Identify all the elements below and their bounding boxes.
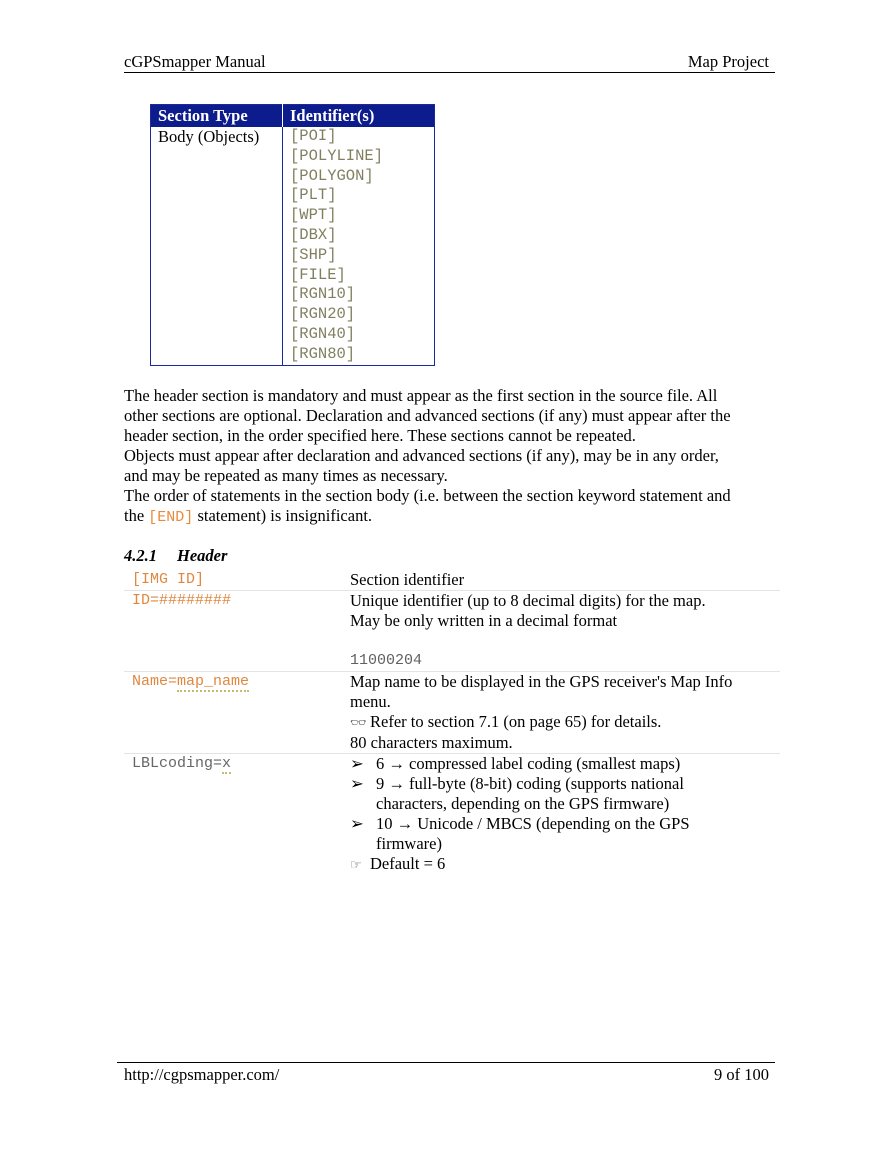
reference-text: Refer to section 7.1 (on page 65) for details. — [370, 712, 662, 731]
description — [350, 591, 780, 672]
identifier-dbx: [DBX] — [290, 225, 337, 244]
keyword-variable: x — [222, 755, 232, 772]
table-row — [151, 127, 435, 365]
reference-line — [350, 712, 780, 733]
table-row — [124, 754, 780, 876]
description — [350, 754, 780, 876]
identifier-shp: [SHP] — [290, 245, 337, 264]
column-header-identifiers: Identifier(s) — [283, 105, 435, 128]
footer-url: http://cgpsmapper.com/ — [124, 1065, 280, 1084]
description-line: Map name to be displayed in the GPS receiver's Map Info — [350, 672, 733, 691]
identifier-rgn10: [RGN10] — [290, 285, 356, 304]
default-note — [350, 854, 780, 875]
section-heading — [124, 546, 227, 566]
table-row — [124, 570, 780, 591]
end-keyword: [END] — [148, 509, 194, 526]
section-type-table — [150, 104, 435, 366]
description-line: 80 characters maximum. — [350, 733, 513, 752]
page-footer — [117, 1062, 775, 1084]
list-item-text: characters, depending on the GPS firmware) — [376, 794, 670, 813]
keyword-name — [124, 672, 350, 754]
arrowhead-bullet-icon: ➢ — [350, 774, 364, 793]
header-definitions-table — [124, 570, 780, 875]
keyword-lblcoding — [124, 754, 350, 876]
identifier-plt: [PLT] — [290, 186, 337, 205]
identifier-polygon: [POLYGON] — [290, 166, 374, 185]
identifier-rgn20: [RGN20] — [290, 305, 356, 324]
identifier-rgn40: [RGN40] — [290, 324, 356, 343]
arrowhead-bullet-icon: ➢ — [350, 814, 364, 833]
paragraph-line: The order of statements in the section body (i.e. between the section keyword statement and — [124, 486, 731, 505]
arrowhead-bullet-icon: ➢ — [350, 754, 364, 773]
header-chapter-title: Map Project — [687, 52, 769, 71]
spacer — [350, 631, 780, 651]
section-type-cell: Body (Objects) — [158, 127, 260, 146]
identifier-rgn80: [RGN80] — [290, 344, 356, 363]
paragraph-line — [124, 506, 784, 528]
list-item-text: 10 → Unicode / MBCS (depending on the GPS — [376, 814, 690, 833]
identifier-file: [FILE] — [290, 265, 346, 284]
identifier-list — [283, 127, 435, 365]
list-item-text: 9 → full-byte (8-bit) coding (supports national — [376, 774, 684, 793]
list-item-text: firmware) — [376, 834, 442, 853]
list-item — [350, 814, 780, 854]
header-manual-title: cGPSmapper Manual — [124, 52, 266, 71]
keyword-variable: map_name — [177, 673, 250, 690]
table-header-row — [151, 105, 435, 128]
description — [350, 672, 780, 754]
section-title: Header — [177, 546, 228, 565]
list-item — [350, 774, 780, 814]
keyword-id: ID=######## — [124, 591, 350, 672]
page-number: 9 of 100 — [714, 1065, 769, 1084]
paragraph-text: the — [124, 506, 149, 525]
keyword-prefix: LBLcoding= — [132, 755, 223, 772]
glasses-icon: 👓︎ — [350, 715, 367, 730]
paragraph-line: Objects must appear after declaration and advanced sections (if any), may be in any order, — [124, 446, 719, 465]
column-header-section-type: Section Type — [151, 105, 283, 128]
paragraph-line: header section, in the order specified here. These sections cannot be repeated. — [124, 426, 636, 445]
keyword-img-id: [IMG ID] — [132, 571, 205, 588]
table-row — [124, 591, 780, 672]
description-line: May be only written in a decimal format — [350, 611, 618, 630]
keyword-prefix: Name= — [132, 673, 178, 690]
pointing-hand-icon: ☞ — [350, 857, 362, 872]
example-value: 11000204 — [350, 652, 423, 669]
page-header — [124, 52, 775, 73]
description: Section identifier — [350, 570, 465, 589]
paragraph-line: and may be repeated as many times as necessary. — [124, 466, 448, 485]
identifier-polyline: [POLYLINE] — [290, 146, 384, 165]
default-note-text: Default = 6 — [370, 854, 446, 873]
list-item — [350, 754, 780, 774]
table-row — [124, 672, 780, 754]
section-number: 4.2.1 — [124, 546, 157, 565]
paragraph-line: other sections are optional. Declaration and advanced sections (if any) must appear after the — [124, 406, 731, 425]
description-line: menu. — [350, 692, 391, 711]
sections-explanation-paragraph — [124, 386, 784, 528]
paragraph-text: statement) is insignificant. — [193, 506, 373, 525]
list-item-text: 6 → compressed label coding (smallest maps) — [376, 754, 681, 773]
identifier-wpt: [WPT] — [290, 206, 337, 225]
description-line: Unique identifier (up to 8 decimal digits) for the map. — [350, 591, 706, 610]
identifier-poi: [POI] — [290, 127, 337, 145]
paragraph-line: The header section is mandatory and must appear as the first section in the source file. All — [124, 386, 718, 405]
